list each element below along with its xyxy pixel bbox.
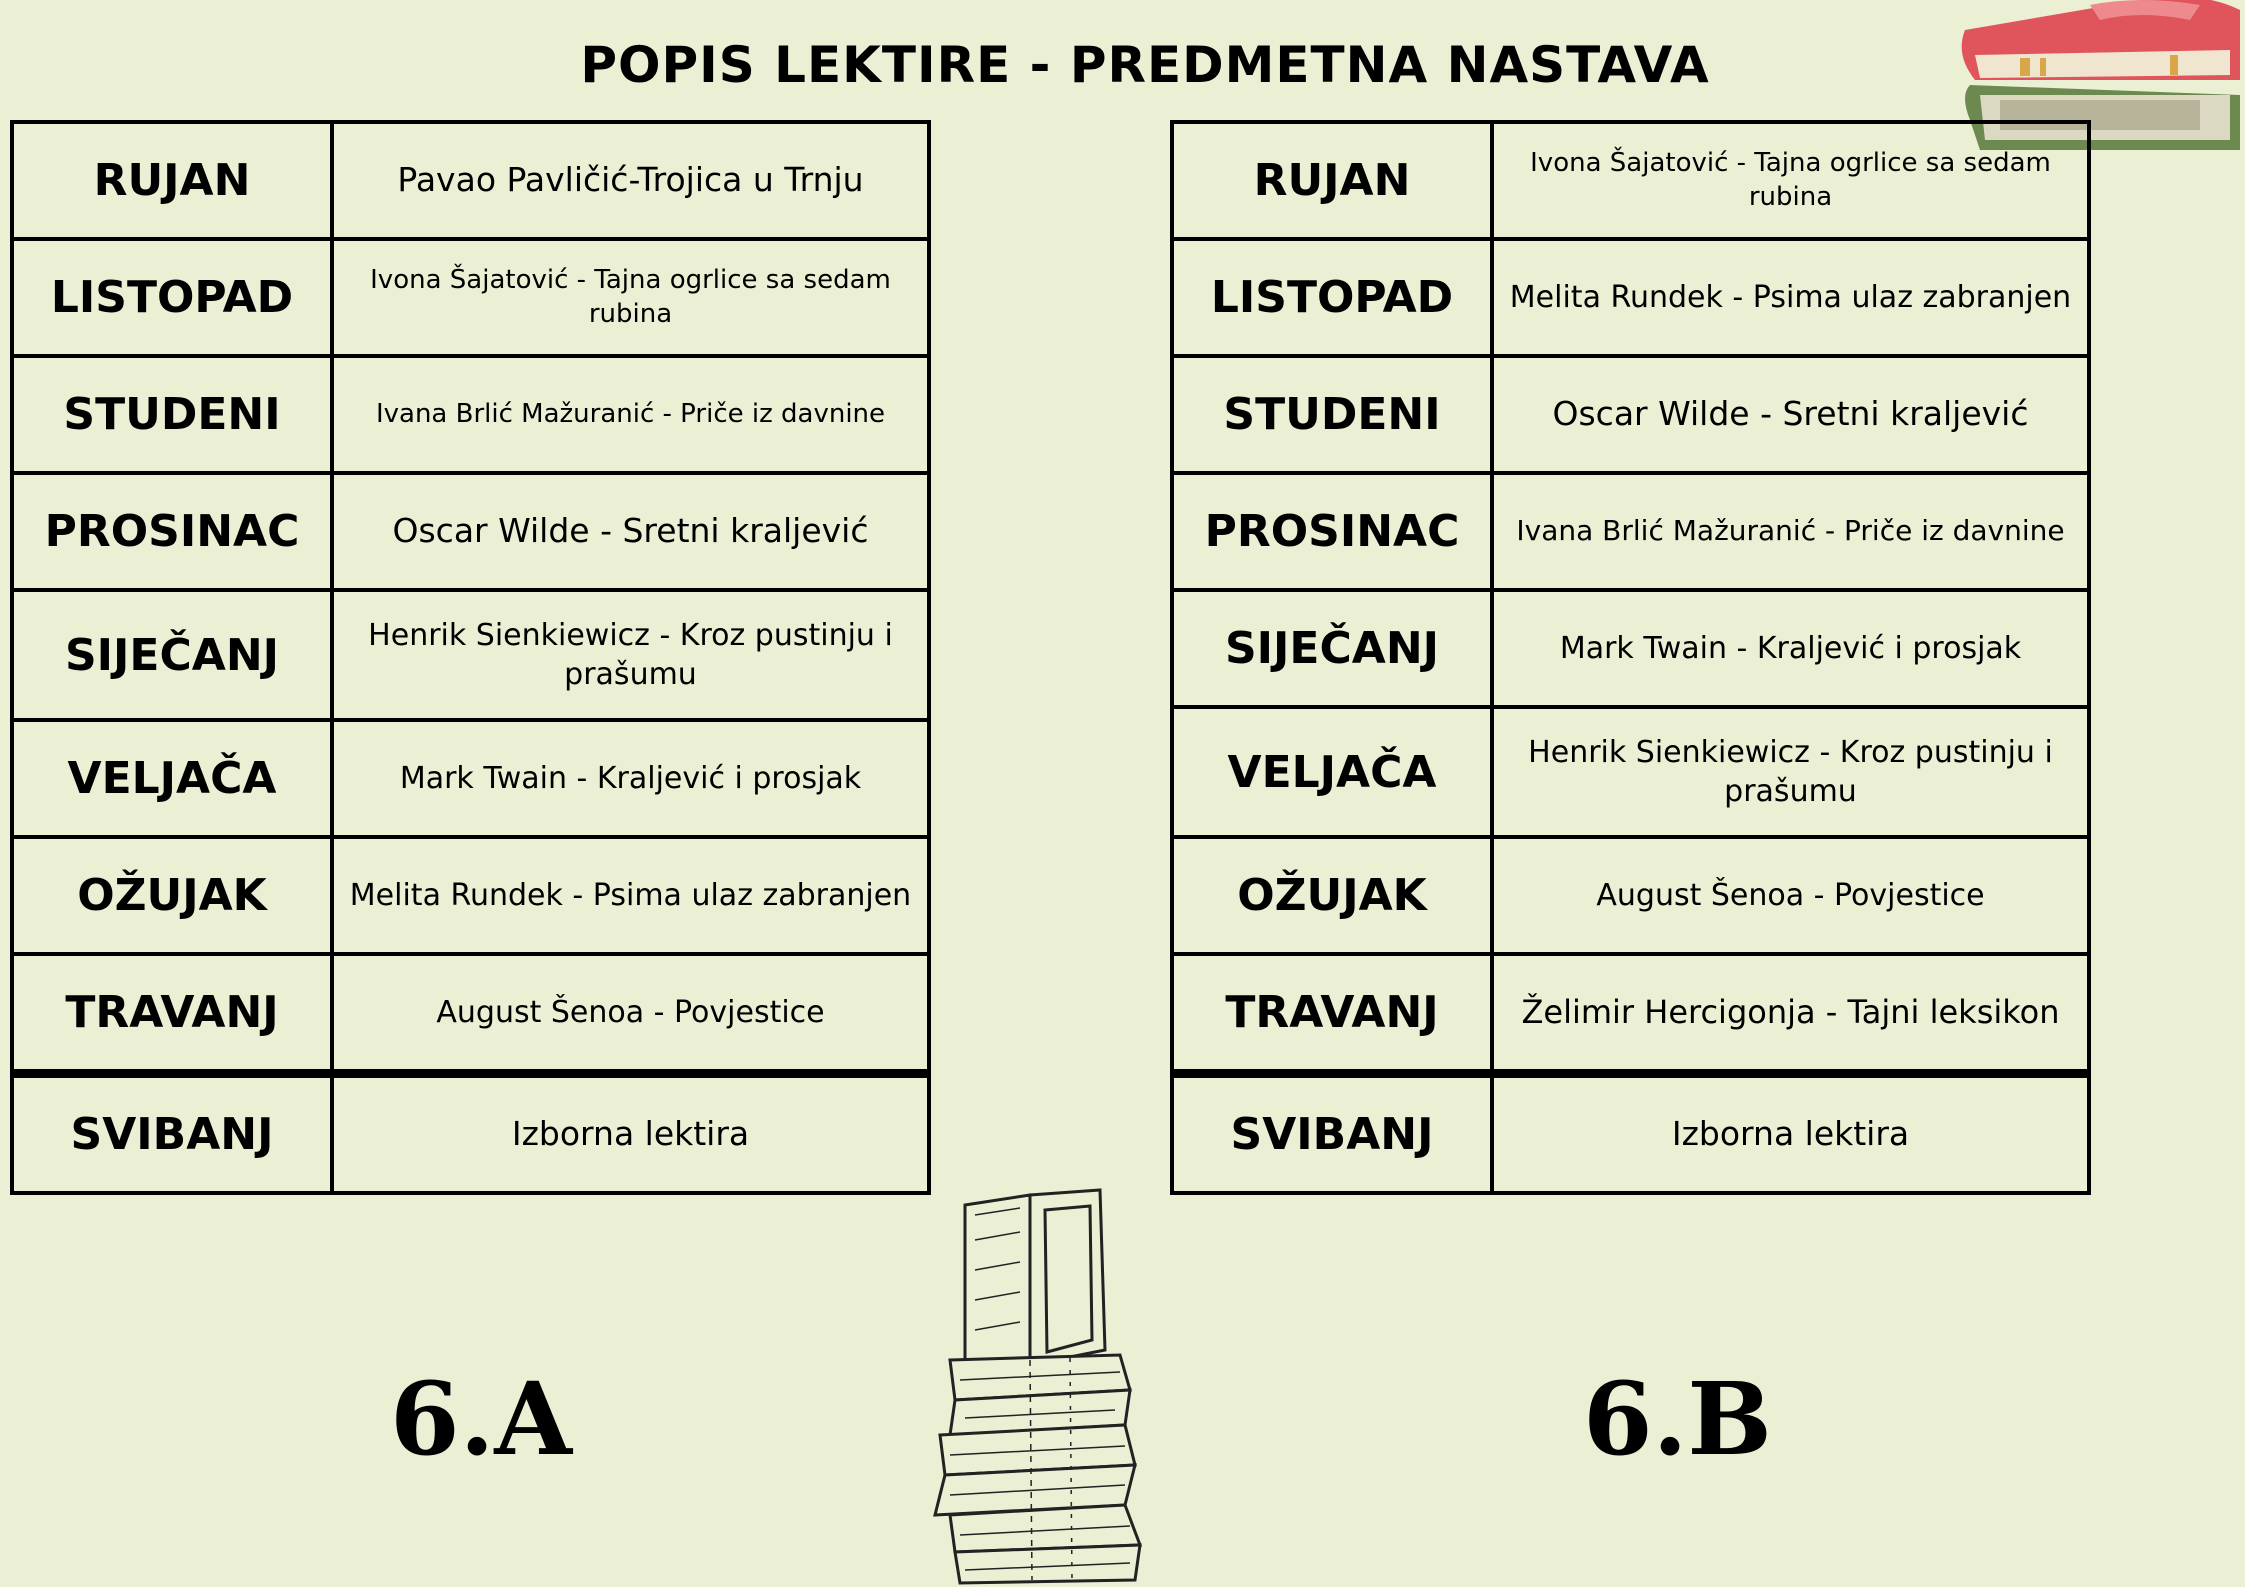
book-cell: August Šenoa - Povjestice [1492, 837, 2089, 954]
table-row [1172, 473, 2089, 590]
book-cell: Oscar Wilde - Sretni kraljević [1492, 356, 2089, 473]
table-row [12, 122, 929, 239]
reading-list-table-6b [1170, 120, 2091, 1195]
month-cell: STUDENI [12, 356, 332, 473]
month-cell: RUJAN [12, 122, 332, 239]
month-cell: SIJEČANJ [12, 590, 332, 720]
book-cell: Mark Twain - Kraljević i prosjak [1492, 590, 2089, 707]
class-label-6a: 6.A [390, 1360, 572, 1478]
table-row [1172, 1074, 2089, 1194]
table-row [1172, 707, 2089, 837]
month-cell: SVIBANJ [1172, 1074, 1492, 1194]
book-cell: Izborna lektira [1492, 1074, 2089, 1194]
book-cell: Ivana Brlić Mažuranić - Priče iz davnine [332, 356, 929, 473]
book-cell: Henrik Sienkiewicz - Kroz pustinju i prašumu [332, 590, 929, 720]
class-label-6b: 6.B [1583, 1360, 1772, 1478]
table-row [12, 239, 929, 356]
book-stack-sketch-icon [920, 1180, 1170, 1585]
book-cell: August Šenoa - Povjestice [332, 954, 929, 1074]
month-cell: VELJAČA [12, 720, 332, 837]
month-cell: PROSINAC [1172, 473, 1492, 590]
month-cell: PROSINAC [12, 473, 332, 590]
month-cell: TRAVANJ [12, 954, 332, 1074]
book-cell: Želimir Hercigonja - Tajni leksikon [1492, 954, 2089, 1074]
month-cell: RUJAN [1172, 122, 1492, 239]
table-row [12, 590, 929, 720]
reading-list-table-6a [10, 120, 931, 1195]
book-cell: Oscar Wilde - Sretni kraljević [332, 473, 929, 590]
table-row [1172, 837, 2089, 954]
table-row [1172, 239, 2089, 356]
month-cell: OŽUJAK [1172, 837, 1492, 954]
table-row [12, 356, 929, 473]
book-cell: Melita Rundek - Psima ulaz zabranjen [1492, 239, 2089, 356]
book-cell: Ivona Šajatović - Tajna ogrlice sa sedam rubina [1492, 122, 2089, 239]
book-cell: Mark Twain - Kraljević i prosjak [332, 720, 929, 837]
month-cell: LISTOPAD [1172, 239, 1492, 356]
month-cell: VELJAČA [1172, 707, 1492, 837]
month-cell: OŽUJAK [12, 837, 332, 954]
table-row [1172, 590, 2089, 707]
month-cell: TRAVANJ [1172, 954, 1492, 1074]
table-row [1172, 954, 2089, 1074]
table-row [12, 837, 929, 954]
month-cell: SVIBANJ [12, 1074, 332, 1194]
book-cell: Ivona Šajatović - Tajna ogrlice sa sedam rubina [332, 239, 929, 356]
table-row [1172, 356, 2089, 473]
book-cell: Izborna lektira [332, 1074, 929, 1194]
month-cell: STUDENI [1172, 356, 1492, 473]
table-row [1172, 122, 2089, 239]
table-row [12, 954, 929, 1074]
book-cell: Melita Rundek - Psima ulaz zabranjen [332, 837, 929, 954]
book-cell: Ivana Brlić Mažuranić - Priče iz davnine [1492, 473, 2089, 590]
page-title: POPIS LEKTIRE - PREDMETNA NASTAVA [580, 36, 1710, 94]
table-row [12, 473, 929, 590]
month-cell: LISTOPAD [12, 239, 332, 356]
table-row [12, 720, 929, 837]
book-cell: Henrik Sienkiewicz - Kroz pustinju i prašumu [1492, 707, 2089, 837]
month-cell: SIJEČANJ [1172, 590, 1492, 707]
table-row [12, 1074, 929, 1194]
book-cell: Pavao Pavličić-Trojica u Trnju [332, 122, 929, 239]
